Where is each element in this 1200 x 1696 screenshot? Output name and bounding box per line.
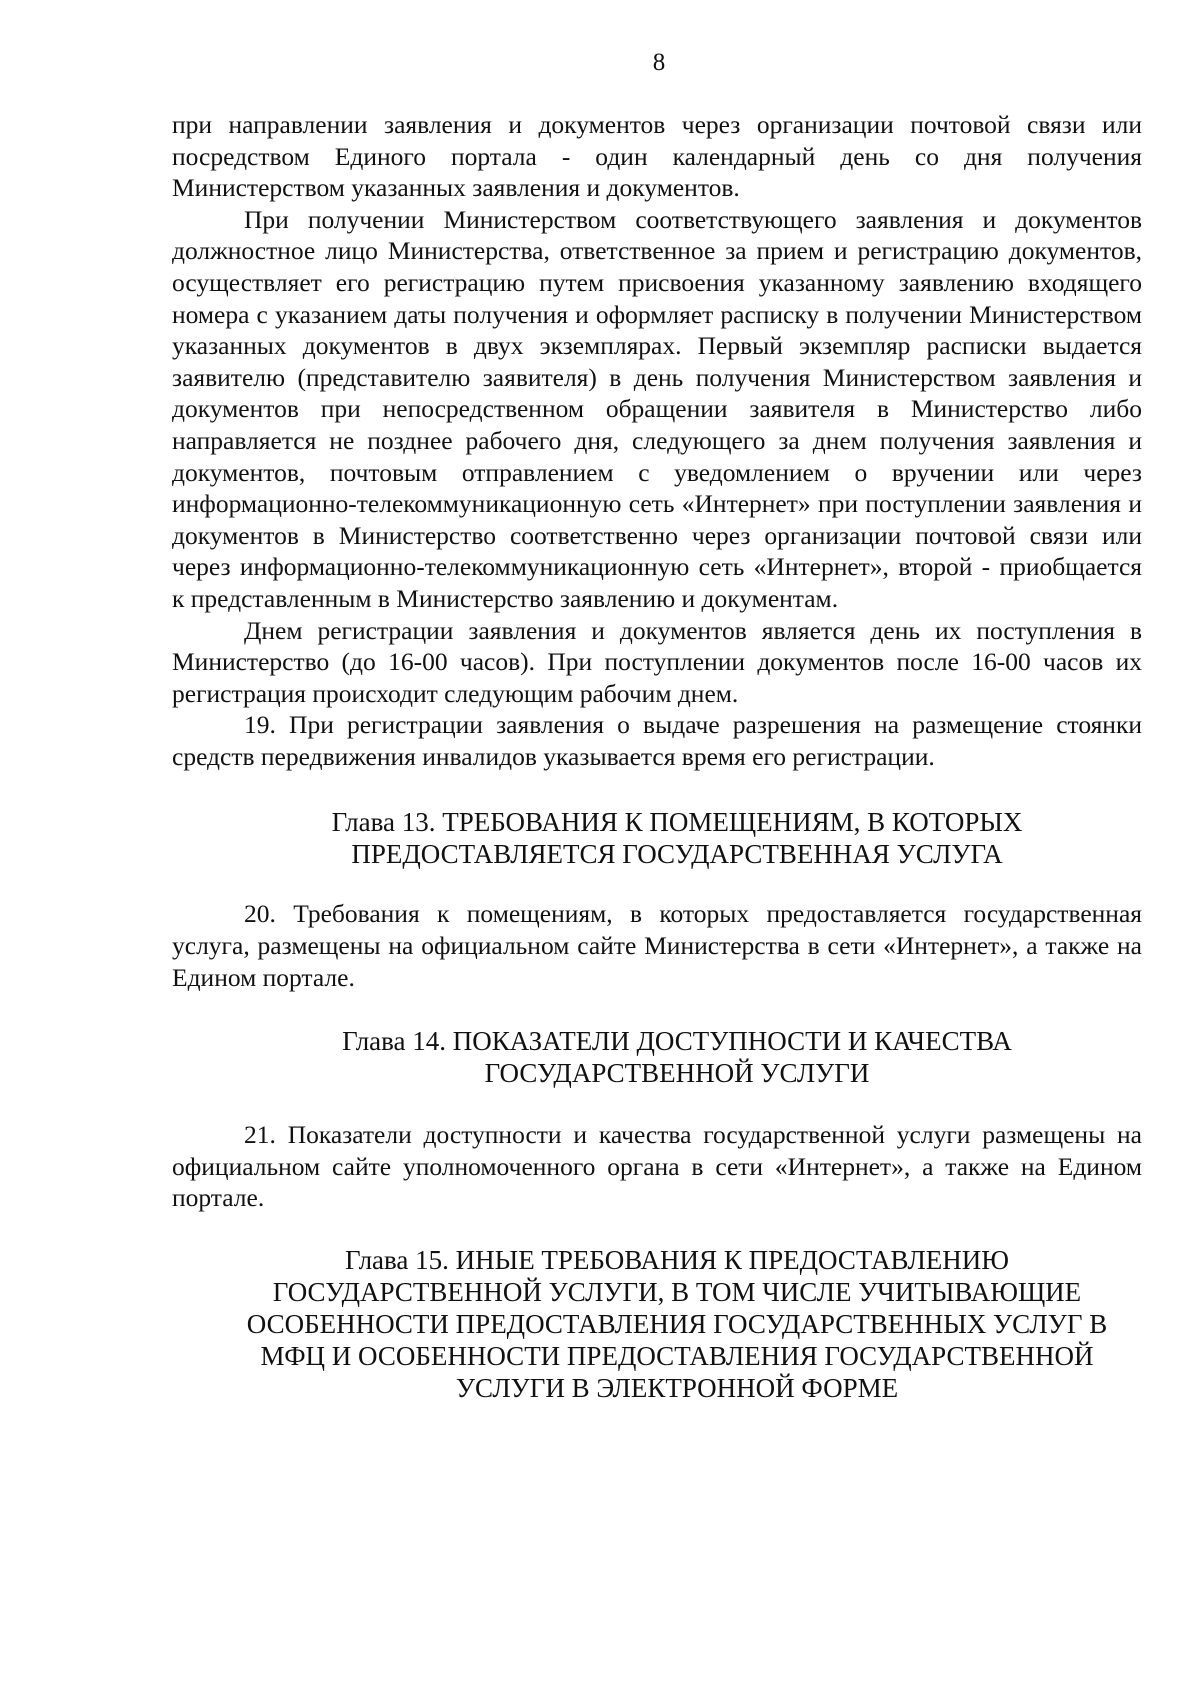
chapter-14-heading <box>172 1025 1142 1089</box>
page-number: 8 <box>652 49 666 76</box>
chapter-15-heading-line-4: МФЦ И ОСОБЕННОСТИ ПРЕДОСТАВЛЕНИЯ ГОСУДАРСТВЕННОЙ <box>260 1341 1094 1372</box>
paragraph-continuation: при направлении заявления и документов через организации почтовой связи или посредством Единого портала - один календарный день со дня получения Министерством указанных заявления и документов. <box>172 110 1142 203</box>
chapter-14-heading-line-2: ГОСУДАРСТВЕННОЙ УСЛУГИ <box>484 1058 870 1089</box>
chapter-13-heading-line-2: ПРЕДОСТАВЛЯЕТСЯ ГОСУДАРСТВЕННАЯ УСЛУГА <box>351 839 1003 870</box>
paragraph-registration-procedure: При получении Министерством соответствующего заявления и документов должностное лицо Министерства, ответственное за прием и регистрацию документов, осуществляет его регистрацию путем присвоения указанному заявлению входящего номера с указанием даты получения и оформляет расписку в получении Министерством указанных документов в двух экземплярах. Первый экземпляр расписки выдается заявителю (представителю заявителя) в день получения Министерством заявления и документов при непосредственном обращении заявителя в Министерство либо направляется не позднее рабочего дня, следующего за днем получения заявления и документов, почтовым отправлением с уведомлением о вручении или через информационно-телекоммуникационную сеть «Интернет» при поступлении заявления и документов в Министерство соответственно через организации почтовой связи или через информационно-телекоммуникационную сеть «Интернет», второй - приобщается к представленным в Министерство заявлению и документам. <box>172 204 1142 613</box>
chapter-13-heading-line-1: Глава 13. ТРЕБОВАНИЯ К ПОМЕЩЕНИЯМ, В КОТОРЫХ <box>331 807 1023 838</box>
chapter-15-heading-line-2: ГОСУДАРСТВЕННОЙ УСЛУГИ, В ТОМ ЧИСЛЕ УЧИТЫВАЮЩИЕ <box>272 1277 1082 1308</box>
paragraph-registration-day: Днем регистрации заявления и документов является день их поступления в Министерство (до 16-00 часов). При поступлении документов после 16-00 часов их регистрация происходит следующим рабочим днем. <box>172 615 1142 708</box>
chapter-15-heading-line-5: УСЛУГИ В ЭЛЕКТРОННОЙ ФОРМЕ <box>455 1373 899 1404</box>
chapter-15-heading-line-3: ОСОБЕННОСТИ ПРЕДОСТАВЛЕНИЯ ГОСУДАРСТВЕННЫХ УСЛУГ В <box>246 1309 1108 1340</box>
paragraph-item-19: 19. При регистрации заявления о выдаче разрешения на размещение стоянки средств передвижения инвалидов указывается время его регистрации. <box>172 710 1142 771</box>
chapter-14-heading-line-1: Глава 14. ПОКАЗАТЕЛИ ДОСТУПНОСТИ И КАЧЕСТВА <box>342 1026 1012 1057</box>
paragraph-item-20: 20. Требования к помещениям, в которых предоставляется государственная услуга, размещены на официальном сайте Министерства в сети «Интернет», а также на Едином портале. <box>172 899 1142 992</box>
chapter-15-heading-line-1: Глава 15. ИНЫЕ ТРЕБОВАНИЯ К ПРЕДОСТАВЛЕНИЮ <box>344 1245 1010 1276</box>
paragraph-item-21: 21. Показатели доступности и качества государственной услуги размещены на официальном сайте уполномоченного органа в сети «Интернет», а также на Едином портале. <box>172 1120 1142 1213</box>
chapter-13-heading <box>172 806 1142 870</box>
chapter-15-heading <box>172 1244 1142 1404</box>
document-body <box>172 109 1142 1404</box>
